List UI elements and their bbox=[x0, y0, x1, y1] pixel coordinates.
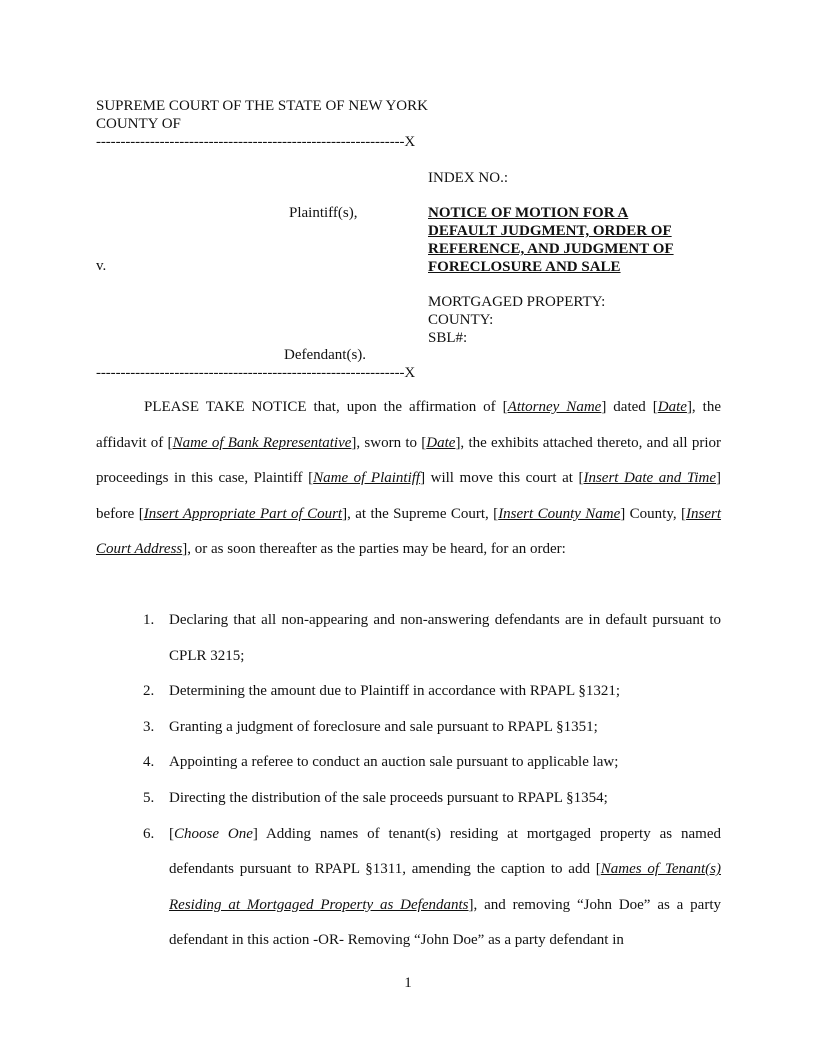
placeholder-date-time: Insert Date and Time bbox=[583, 470, 716, 487]
county-line: COUNTY OF bbox=[96, 116, 181, 132]
title-line: DEFAULT JUDGMENT, ORDER OF bbox=[428, 223, 672, 239]
placeholder-tenant-names: Names of Tenant(s) Residing at Mortgaged Property as Defendants bbox=[169, 861, 721, 913]
sbl-label: SBL#: bbox=[428, 330, 468, 346]
relief-list bbox=[143, 603, 721, 959]
plaintiff-label: Plaintiff(s), bbox=[289, 205, 358, 221]
versus-label: v. bbox=[96, 258, 107, 274]
list-item: 6. [Choose One] Adding names of tenant(s) residing at mortgaged property as named defendants pursuant to RPAPL §1311, amending the caption to add [Names of Tenant(s) Residing at Mortgaged Property as Defendants], and removing “John Doe” as a party defendant in this action -OR- Removing “John Doe” as a party defendant in bbox=[143, 825, 721, 949]
placeholder-court-address: Insert Court Address bbox=[96, 505, 722, 558]
list-item: 1. Declaring that all non-appearing and non-answering defendants are in default pursuant to CPLR 3215; bbox=[143, 612, 721, 664]
list-item: 4. Appointing a referee to conduct an auction sale pursuant to applicable law; bbox=[143, 754, 619, 771]
list-item: 5. Directing the distribution of the sale proceeds pursuant to RPAPL §1354; bbox=[143, 789, 608, 806]
choose-one-note: Choose One bbox=[174, 825, 253, 842]
placeholder-court-part: Insert Appropriate Part of Court bbox=[143, 505, 343, 522]
title-line: FORECLOSURE AND SALE bbox=[428, 259, 621, 275]
placeholder-plaintiff-name: Name of Plaintiff bbox=[313, 470, 421, 487]
mortgaged-property-label: MORTGAGED PROPERTY: bbox=[428, 294, 606, 310]
court-name: SUPREME COURT OF THE STATE OF NEW YORK bbox=[96, 98, 428, 114]
caption-separator-top: ---------------------------------------------------------------X bbox=[96, 134, 416, 150]
notice-paragraph: PLEASE TAKE NOTICE that, upon the affirmation of [Attorney Name] dated [Date], the affidavit of [Name of Bank Representative], sworn to [Date], the exhibits attached thereto, and all prior proceedings in this case, Plaintiff [Name of Plaintiff] will move this court at [Insert Date and Time] before [Insert Appropriate Part of Court], at the Supreme Court, [Insert County Name] County, [Insert Court Address], or as soon thereafter as the parties may be heard, for an order: bbox=[96, 399, 722, 558]
list-item: 2. Determining the amount due to Plaintiff in accordance with RPAPL §1321; bbox=[143, 683, 621, 700]
placeholder-county-name: Insert County Name bbox=[498, 505, 621, 522]
index-number-label: INDEX NO.: bbox=[428, 170, 508, 186]
defendant-label: Defendant(s). bbox=[284, 347, 367, 363]
county-label: COUNTY: bbox=[428, 312, 494, 328]
placeholder-bank-representative: Name of Bank Representative bbox=[172, 434, 352, 451]
caption-separator-bottom: ---------------------------------------------------------------X bbox=[96, 365, 416, 381]
placeholder-date: Date bbox=[426, 434, 456, 451]
placeholder-date: Date bbox=[657, 399, 687, 415]
list-item: 3. Granting a judgment of foreclosure and sale pursuant to RPAPL §1351; bbox=[143, 718, 598, 735]
page-number: 1 bbox=[404, 975, 412, 991]
title-line: REFERENCE, AND JUDGMENT OF bbox=[428, 241, 674, 257]
title-line: NOTICE OF MOTION FOR A bbox=[428, 205, 629, 221]
placeholder-attorney-name: Attorney Name bbox=[507, 399, 602, 415]
